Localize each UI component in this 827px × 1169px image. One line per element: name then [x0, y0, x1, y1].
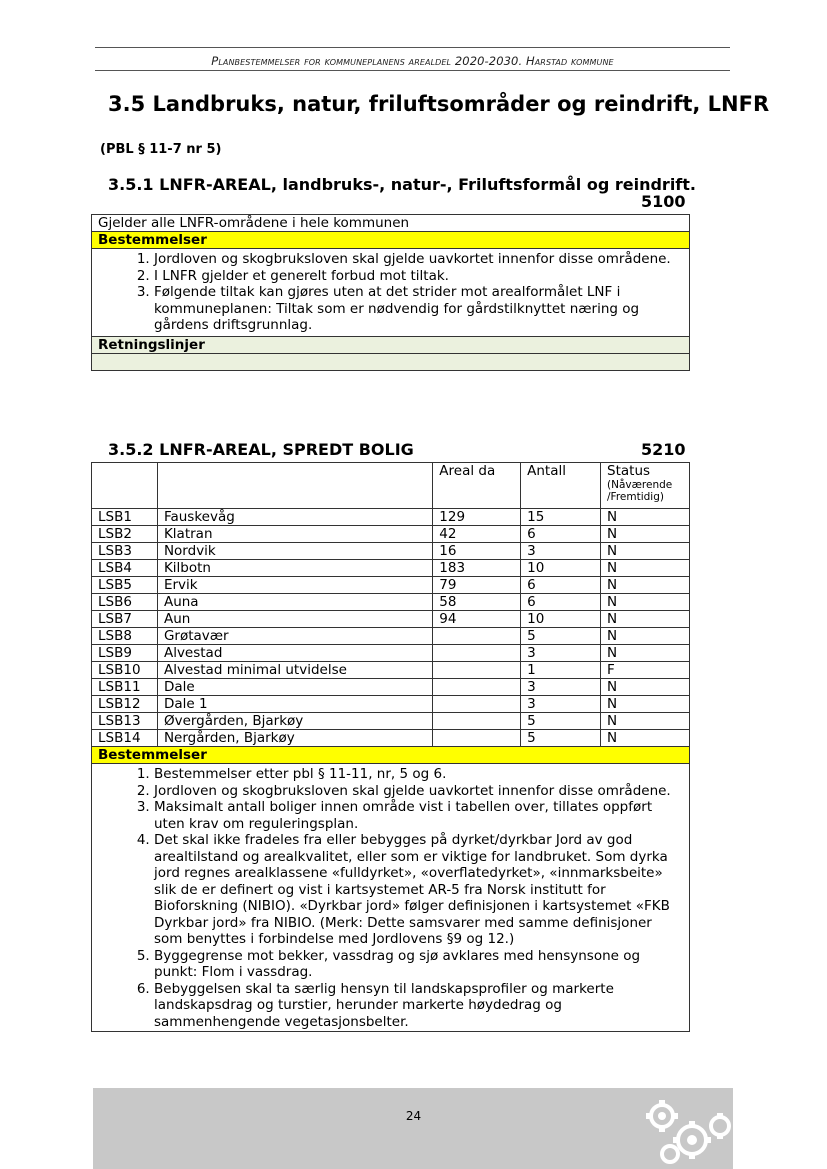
section-title: 3.5 Landbruks, natur, friluftsområder og reindrift, LNFR: [108, 92, 770, 116]
cell-name: Dale: [157, 679, 432, 696]
cell-areal: 58: [433, 594, 521, 611]
spredt-bolig-table: [91, 462, 690, 1032]
cell-name: Dale 1: [157, 696, 432, 713]
applies-cell: Gjelder alle LNFR-områdene i hele kommunen: [92, 215, 690, 232]
subsection-352-title: 3.5.2 LNFR-AREAL, SPREDT BOLIG: [108, 440, 414, 459]
cell-antall: 5: [521, 628, 601, 645]
cell-areal: [433, 679, 521, 696]
cell-antall: 10: [521, 560, 601, 577]
page-number: 24: [405, 1109, 422, 1123]
cell-id: LSB6: [92, 594, 158, 611]
subsection-352-code: 5210: [641, 440, 686, 459]
cell-status: N: [601, 696, 690, 713]
cell-antall: 5: [521, 713, 601, 730]
cell-status: N: [601, 679, 690, 696]
cell-status: N: [601, 611, 690, 628]
cell-areal: 79: [433, 577, 521, 594]
table-row: [92, 611, 690, 628]
cell-status: N: [601, 543, 690, 560]
cell-status: N: [601, 713, 690, 730]
cell-antall: 15: [521, 509, 601, 526]
cell-areal: [433, 662, 521, 679]
cell-id: LSB7: [92, 611, 158, 628]
cell-antall: 6: [521, 577, 601, 594]
cell-id: LSB10: [92, 662, 158, 679]
col-areal-header: Areal da: [433, 463, 521, 509]
table-body: [92, 509, 690, 747]
cell-antall: 10: [521, 611, 601, 628]
cell-id: LSB8: [92, 628, 158, 645]
running-header: [95, 54, 730, 68]
table-row: [92, 526, 690, 543]
lnfr-5100-table: [91, 214, 690, 371]
cell-status: N: [601, 526, 690, 543]
cell-name: Fauskevåg: [157, 509, 432, 526]
status-label: Status: [607, 463, 651, 479]
header-empty-cell: [92, 463, 158, 509]
cell-areal: [433, 696, 521, 713]
cell-status: N: [601, 645, 690, 662]
cell-status: N: [601, 577, 690, 594]
table-row: [92, 628, 690, 645]
cell-status: F: [601, 662, 690, 679]
cell-name: Kilbotn: [157, 560, 432, 577]
bestemmelser-list: [98, 249, 683, 336]
list-item: 3. Maksimalt antall boliger innen område vist i tabellen over, tillates oppført uten krav om reguleringsplan.: [154, 799, 679, 832]
cell-id: LSB2: [92, 526, 158, 543]
table-row: [92, 662, 690, 679]
cell-antall: 3: [521, 645, 601, 662]
bestemmelser-352-list-cell: [92, 764, 690, 1032]
cell-id: LSB4: [92, 560, 158, 577]
table-row: [92, 645, 690, 662]
list-item: 3. Følgende tiltak kan gjøres uten at det strider mot arealformålet LNF i kommuneplanen: Tiltak som er nødvendig for gårdstilknyttet næring og gårdens driftsgrunnlag.: [154, 284, 683, 334]
bestemmelser-352-list: [98, 764, 683, 1031]
table-row: [92, 679, 690, 696]
cell-antall: 1: [521, 662, 601, 679]
list-item: 4. Det skal ikke fradeles fra eller bebygges på dyrket/dyrkbar Jord av god arealtilstand og arealkvalitet, eller som er viktige for landbruket. Som dyrka jord regnes arealklassene «fulldyrket», «overflatedyrket», «innmarksbeite» slik de er definert og vist i kartsystemet AR-5 fra Norsk institutt for Bioforskning (NIBIO). «Dyrkbar jord» følger definisjonen i kartsystemet «FKB Dyrkbar jord» fra NIBIO. (Merk: Dette samsvarer med samme definisjoner som benyttes i forbindelse med Jordlovens §9 og 12.): [154, 832, 679, 948]
cell-areal: 42: [433, 526, 521, 543]
list-item: 6. Bebyggelsen skal ta særlig hensyn til landskapsprofiler og markerte landskapsdrag og turstier, herunder markerte høydedrag og sammenhengende vegetasjonsbelter.: [154, 981, 679, 1031]
cell-id: LSB3: [92, 543, 158, 560]
bestemmelser-list-cell: [92, 249, 690, 337]
cell-name: Alvestad minimal utvidelse: [157, 662, 432, 679]
cell-status: N: [601, 628, 690, 645]
cell-areal: 94: [433, 611, 521, 628]
retningslinjer-header: Retningslinjer: [92, 336, 690, 353]
cell-name: Grøtavær: [157, 628, 432, 645]
table-row: [92, 594, 690, 611]
cell-name: Ervik: [157, 577, 432, 594]
cell-areal: 129: [433, 509, 521, 526]
list-item: 2. I LNFR gjelder et generelt forbud mot tiltak.: [154, 268, 683, 285]
cell-antall: 3: [521, 543, 601, 560]
cell-antall: 5: [521, 730, 601, 747]
list-item: 2. Jordloven og skogbruksloven skal gjelde uavkortet innenfor disse områdene.: [154, 783, 679, 800]
header-top-rule: [95, 47, 730, 48]
table-row: [92, 696, 690, 713]
table-row: [92, 509, 690, 526]
table-row: [92, 543, 690, 560]
cell-areal: [433, 628, 521, 645]
subsection-351-title: 3.5.1 LNFR-AREAL, landbruks-, natur-, Friluftsformål og reindrift.: [108, 175, 696, 194]
cell-id: LSB9: [92, 645, 158, 662]
cell-antall: 6: [521, 526, 601, 543]
cell-areal: 183: [433, 560, 521, 577]
cell-id: LSB14: [92, 730, 158, 747]
cell-name: Nordvik: [157, 543, 432, 560]
col-antall-header: Antall: [521, 463, 601, 509]
cell-name: Alvestad: [157, 645, 432, 662]
cell-areal: [433, 645, 521, 662]
footer-band: [93, 1088, 733, 1169]
cell-id: LSB13: [92, 713, 158, 730]
header-bottom-rule: [95, 70, 730, 71]
cell-name: Nergården, Bjarkøy: [157, 730, 432, 747]
cell-antall: 3: [521, 696, 601, 713]
table-row: [92, 730, 690, 747]
cell-name: Øvergården, Bjarkøy: [157, 713, 432, 730]
table-row: [92, 713, 690, 730]
cell-areal: [433, 713, 521, 730]
cell-id: LSB5: [92, 577, 158, 594]
cell-antall: 3: [521, 679, 601, 696]
col-status-header: [601, 463, 690, 509]
cell-name: Auna: [157, 594, 432, 611]
cell-id: LSB11: [92, 679, 158, 696]
bestemmelser-header: Bestemmelser: [92, 232, 690, 249]
cell-name: Klatran: [157, 526, 432, 543]
cell-antall: 6: [521, 594, 601, 611]
cell-id: LSB1: [92, 509, 158, 526]
cell-name: Aun: [157, 611, 432, 628]
subsection-351-code: 5100: [641, 192, 686, 211]
cell-id: LSB12: [92, 696, 158, 713]
list-item: 5. Byggegrense mot bekker, vassdrag og sjø avklares med hensynsone og punkt: Flom i vassdrag.: [154, 948, 679, 981]
table-row: [92, 560, 690, 577]
running-header-text: Planbestemmelser for kommuneplanens arealdel 2020-2030. Harstad kommune: [211, 54, 614, 68]
cell-status: N: [601, 560, 690, 577]
pbl-reference: (PBL § 11-7 nr 5): [100, 142, 222, 157]
status-sublabel: (Nåværende /Fremtidig): [607, 479, 673, 503]
gears-logo-icon: [640, 1088, 733, 1169]
cell-status: N: [601, 594, 690, 611]
table-row: [92, 577, 690, 594]
header-empty-cell: [157, 463, 432, 509]
list-item: 1. Jordloven og skogbruksloven skal gjelde uavkortet innenfor disse områdene.: [154, 251, 683, 268]
retningslinjer-empty-cell: [92, 353, 690, 370]
bestemmelser-header-352: Bestemmelser: [92, 747, 690, 764]
list-item: 1. Bestemmelser etter pbl § 11-11, nr, 5 og 6.: [154, 766, 679, 783]
cell-areal: [433, 730, 521, 747]
cell-status: N: [601, 730, 690, 747]
cell-areal: 16: [433, 543, 521, 560]
cell-status: N: [601, 509, 690, 526]
